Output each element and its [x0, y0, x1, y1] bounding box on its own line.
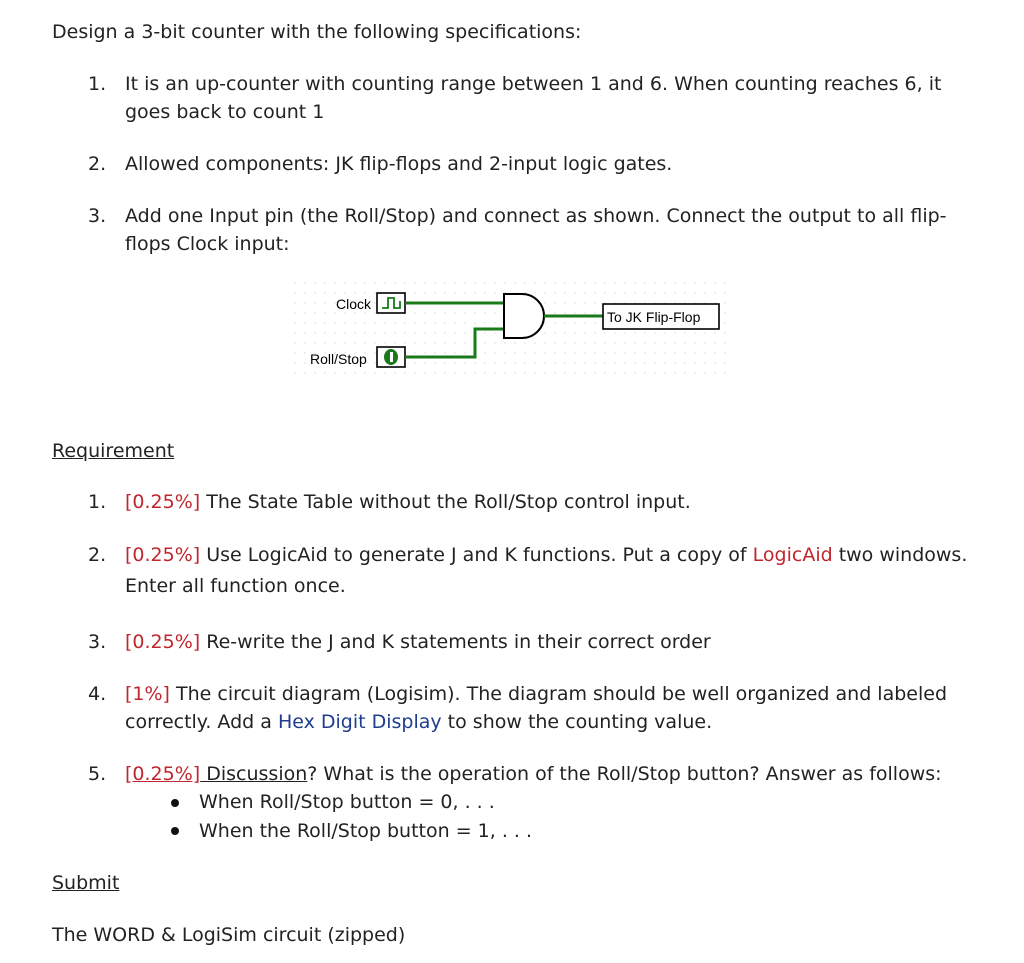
input-pin-icon-bar [390, 352, 393, 362]
list-item [125, 544, 967, 566]
requirement-number: 4. [88, 683, 107, 705]
list-item [125, 491, 691, 513]
circuit-diagram [294, 282, 726, 374]
requirement-text: two windows. [832, 544, 968, 566]
weight-badge: [0.25%] [125, 631, 201, 653]
requirement-number: 1. [88, 491, 107, 513]
weight-badge: [0.25%] [125, 491, 201, 513]
list-item [125, 631, 711, 653]
requirement-text: correctly. Add a [125, 711, 278, 733]
requirement-text: Use LogicAid to generate J and K functions. Put a copy of [200, 544, 753, 566]
and-gate[interactable] [504, 294, 544, 338]
bullet-icon [171, 827, 179, 835]
spec-number: 3. [88, 205, 107, 227]
list-item [125, 711, 712, 733]
rollstop-label: Roll/Stop [310, 351, 367, 367]
requirement-text: Enter all function once. [125, 575, 346, 597]
requirement-text: The circuit diagram (Logisim). The diagram should be well organized and labeled [169, 683, 948, 705]
requirement-text: ? What is the operation of the Roll/Stop button? Answer as follows: [307, 763, 942, 785]
spec-text: Add one Input pin (the Roll/Stop) and connect as shown. Connect the output to all flip- [125, 205, 947, 227]
requirement-text: Re-write the J and K statements in their correct order [200, 631, 711, 653]
page-title: Design a 3-bit counter with the following specifications: [52, 21, 582, 43]
spec-number: 2. [88, 153, 107, 175]
hex-digit-display-link[interactable]: Hex Digit Display [277, 711, 442, 733]
requirement-text: The State Table without the Roll/Stop control input. [200, 491, 691, 513]
submit-text: The WORD & LogiSim circuit (zipped) [52, 924, 406, 946]
logicaid-link[interactable]: LogicAid [752, 544, 833, 566]
list-item [125, 763, 942, 785]
requirement-number: 3. [88, 631, 107, 653]
weight-badge: [0.25%] [125, 763, 201, 785]
spec-text: It is an up-counter with counting range between 1 and 6. When counting reaches 6, it [125, 73, 942, 95]
list-item [125, 683, 947, 705]
spec-number: 1. [88, 73, 107, 95]
spec-text: goes back to count 1 [125, 101, 325, 123]
weight-badge: [0.25%] [125, 544, 201, 566]
requirement-number: 5. [88, 763, 107, 785]
requirement-number: 2. [88, 544, 107, 566]
requirement-heading: Requirement [52, 440, 175, 462]
list-item: When Roll/Stop button = 0, . . . [199, 791, 495, 813]
bullet-icon [171, 799, 179, 807]
requirement-text: to show the counting value. [441, 711, 713, 733]
output-label: To JK Flip-Flop [607, 309, 701, 325]
spec-text: Allowed components: JK flip-flops and 2-input logic gates. [125, 153, 673, 175]
spec-text: flops Clock input: [125, 233, 290, 255]
discussion-label: Discussion [200, 763, 308, 785]
submit-heading: Submit [52, 872, 120, 894]
clock-label: Clock [336, 296, 372, 312]
list-item: When the Roll/Stop button = 1, . . . [199, 820, 533, 842]
weight-badge: [1%] [125, 683, 170, 705]
